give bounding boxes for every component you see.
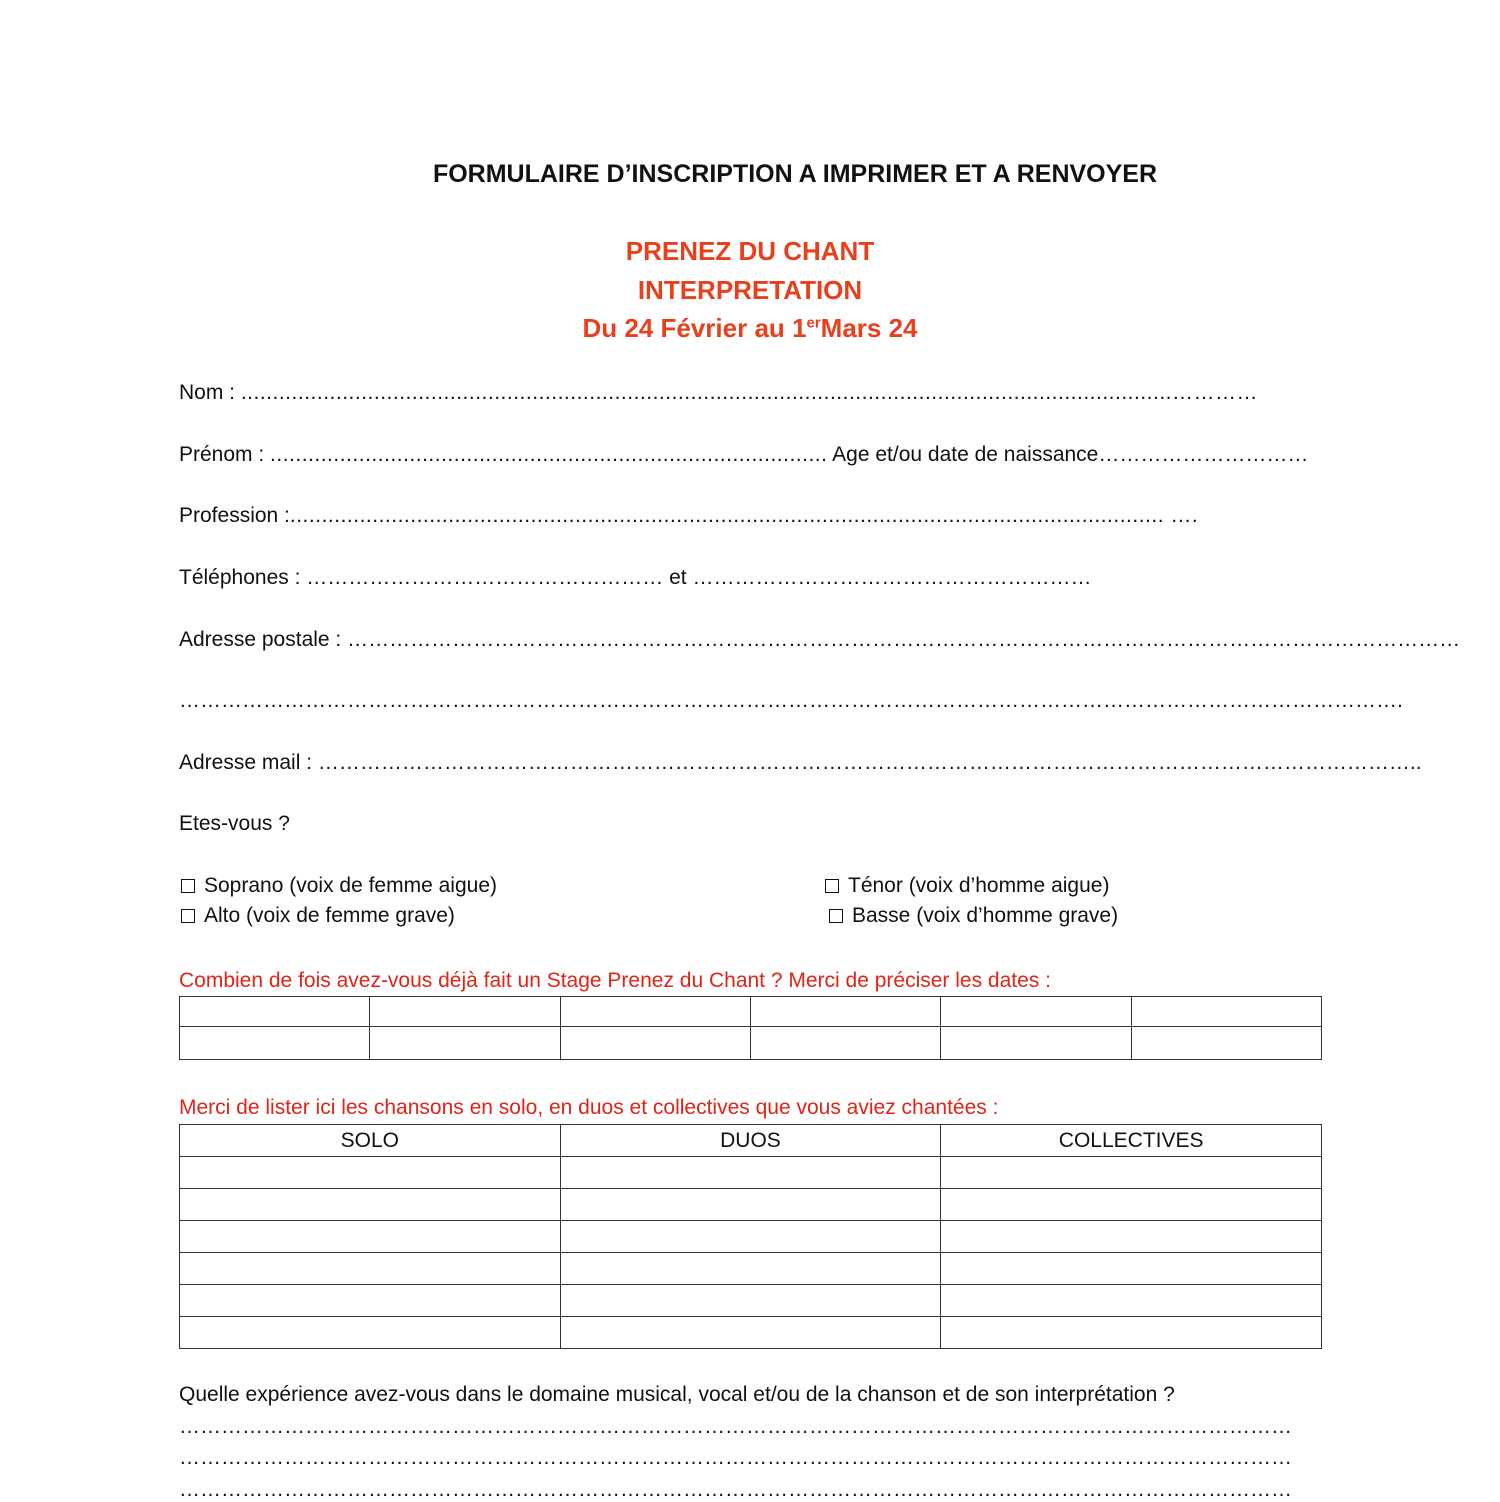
table-row bbox=[180, 1285, 1322, 1317]
table-cell[interactable] bbox=[750, 997, 940, 1027]
prenom-dots: ........................................................................................ bbox=[270, 443, 828, 466]
table-cell[interactable] bbox=[1131, 997, 1321, 1027]
checkbox-icon[interactable] bbox=[825, 879, 839, 893]
table-cell[interactable] bbox=[560, 997, 750, 1027]
mail-label: Adresse mail : bbox=[179, 751, 318, 774]
songs-table bbox=[179, 1124, 1322, 1349]
songs-question: Merci de lister ici les chansons en solo, en duos et collectives que vous aviez chantées : bbox=[179, 1096, 999, 1119]
experience-question: Quelle expérience avez-vous dans le domaine musical, vocal et/ou de la chanson et de son interprétation ? bbox=[179, 1383, 1175, 1406]
prenom-field[interactable] bbox=[179, 443, 1308, 467]
column-header-solo: SOLO bbox=[180, 1125, 561, 1157]
column-header-collectives: COLLECTIVES bbox=[941, 1125, 1322, 1157]
table-cell[interactable] bbox=[180, 1189, 561, 1221]
table-row bbox=[180, 1317, 1322, 1349]
voice-option-label: Alto (voix de femme grave) bbox=[204, 904, 455, 927]
adresse-line-2[interactable]: …………………………………………………………………………………………………………………………………………………………. bbox=[179, 689, 1403, 712]
adresse-dots: …………………………………………………………………………………………………………………………………………… bbox=[347, 628, 1461, 651]
event-name: PRENEZ DU CHANT bbox=[625, 236, 875, 266]
table-header-row bbox=[180, 1125, 1322, 1157]
table-cell[interactable] bbox=[180, 1221, 561, 1253]
column-header-duos: DUOS bbox=[560, 1125, 941, 1157]
table-cell[interactable] bbox=[941, 1221, 1322, 1253]
mail-field[interactable] bbox=[179, 751, 1422, 775]
experience-line-2[interactable]: …………………………………………………………………………………………………………………………………………… bbox=[179, 1446, 1292, 1469]
profession-field[interactable] bbox=[179, 504, 1198, 528]
stages-question: Combien de fois avez-vous déjà fait un Stage Prenez du Chant ? Merci de préciser les dates : bbox=[179, 969, 1051, 992]
table-cell[interactable] bbox=[560, 1285, 941, 1317]
table-cell[interactable] bbox=[941, 1027, 1131, 1060]
table-cell[interactable] bbox=[941, 1317, 1322, 1349]
telephones-label: Téléphones : bbox=[179, 566, 307, 589]
age-dots: ………………………… bbox=[1098, 443, 1309, 466]
table-row bbox=[180, 1253, 1322, 1285]
table-row bbox=[180, 997, 1322, 1027]
voice-option-tenor[interactable] bbox=[825, 874, 1109, 898]
table-cell[interactable] bbox=[941, 1189, 1322, 1221]
profession-dots: .......................................................................................................................................... …. bbox=[289, 504, 1199, 527]
table-cell[interactable] bbox=[560, 1253, 941, 1285]
tel2-dots: ………………………………………………… bbox=[692, 566, 1092, 589]
table-cell[interactable] bbox=[941, 1285, 1322, 1317]
event-type: INTERPRETATION bbox=[637, 275, 863, 305]
mail-dots: ………………………………………………………………………………………………………………………………………….. bbox=[317, 751, 1422, 774]
table-row bbox=[180, 1221, 1322, 1253]
checkbox-icon[interactable] bbox=[181, 909, 195, 923]
table-cell[interactable] bbox=[560, 1221, 941, 1253]
age-label: Age et/ou date de naissance bbox=[827, 443, 1099, 466]
voice-option-basse[interactable] bbox=[829, 904, 1118, 928]
table-cell[interactable] bbox=[560, 1189, 941, 1221]
checkbox-icon[interactable] bbox=[181, 879, 195, 893]
voice-question: Etes-vous ? bbox=[179, 812, 290, 835]
stages-table bbox=[179, 996, 1322, 1060]
form-title: FORMULAIRE D’INSCRIPTION A IMPRIMER ET A RENVOYER bbox=[432, 160, 1158, 188]
table-cell[interactable] bbox=[370, 1027, 560, 1060]
voice-option-label: Soprano (voix de femme aigue) bbox=[204, 874, 497, 897]
adresse-field[interactable] bbox=[179, 628, 1460, 652]
table-cell[interactable] bbox=[941, 1157, 1322, 1189]
table-cell[interactable] bbox=[180, 1317, 561, 1349]
table-cell[interactable] bbox=[180, 1253, 561, 1285]
tel1-dots: …………………………………………… bbox=[306, 566, 664, 589]
table-cell[interactable] bbox=[941, 997, 1131, 1027]
experience-line-1[interactable]: …………………………………………………………………………………………………………………………………………… bbox=[179, 1415, 1292, 1438]
nom-label: Nom : bbox=[179, 381, 241, 404]
table-row bbox=[180, 1027, 1322, 1060]
table-cell[interactable] bbox=[750, 1027, 940, 1060]
table-cell[interactable] bbox=[370, 997, 560, 1027]
event-dates-sup: er bbox=[806, 314, 821, 332]
table-cell[interactable] bbox=[560, 1317, 941, 1349]
event-dates bbox=[0, 313, 1500, 344]
checkbox-icon[interactable] bbox=[829, 909, 843, 923]
table-row bbox=[180, 1157, 1322, 1189]
voice-option-label: Basse (voix d’homme grave) bbox=[852, 904, 1119, 927]
table-cell[interactable] bbox=[180, 1027, 370, 1060]
event-dates-prefix: Du 24 Février au 1 bbox=[582, 313, 807, 343]
table-cell[interactable] bbox=[180, 997, 370, 1027]
tel-and: et bbox=[663, 566, 693, 589]
table-cell[interactable] bbox=[180, 1285, 561, 1317]
table-cell[interactable] bbox=[560, 1027, 750, 1060]
table-cell[interactable] bbox=[941, 1253, 1322, 1285]
nom-dots: ...................................................................................................................................................………… bbox=[240, 381, 1259, 404]
prenom-label: Prénom : bbox=[179, 443, 271, 466]
experience-line-3[interactable]: …………………………………………………………………………………………………………………………………………… bbox=[179, 1478, 1292, 1501]
voice-option-label: Ténor (voix d’homme aigue) bbox=[848, 874, 1110, 897]
table-cell[interactable] bbox=[560, 1157, 941, 1189]
nom-field[interactable] bbox=[179, 381, 1258, 405]
table-cell[interactable] bbox=[180, 1157, 561, 1189]
adresse-label: Adresse postale : bbox=[179, 628, 348, 651]
telephones-field[interactable] bbox=[179, 566, 1091, 590]
voice-option-alto[interactable] bbox=[181, 904, 455, 928]
voice-option-soprano[interactable] bbox=[181, 874, 497, 898]
table-cell[interactable] bbox=[1131, 1027, 1321, 1060]
event-dates-suffix: Mars 24 bbox=[820, 313, 918, 343]
table-row bbox=[180, 1189, 1322, 1221]
profession-label: Profession : bbox=[179, 504, 290, 527]
